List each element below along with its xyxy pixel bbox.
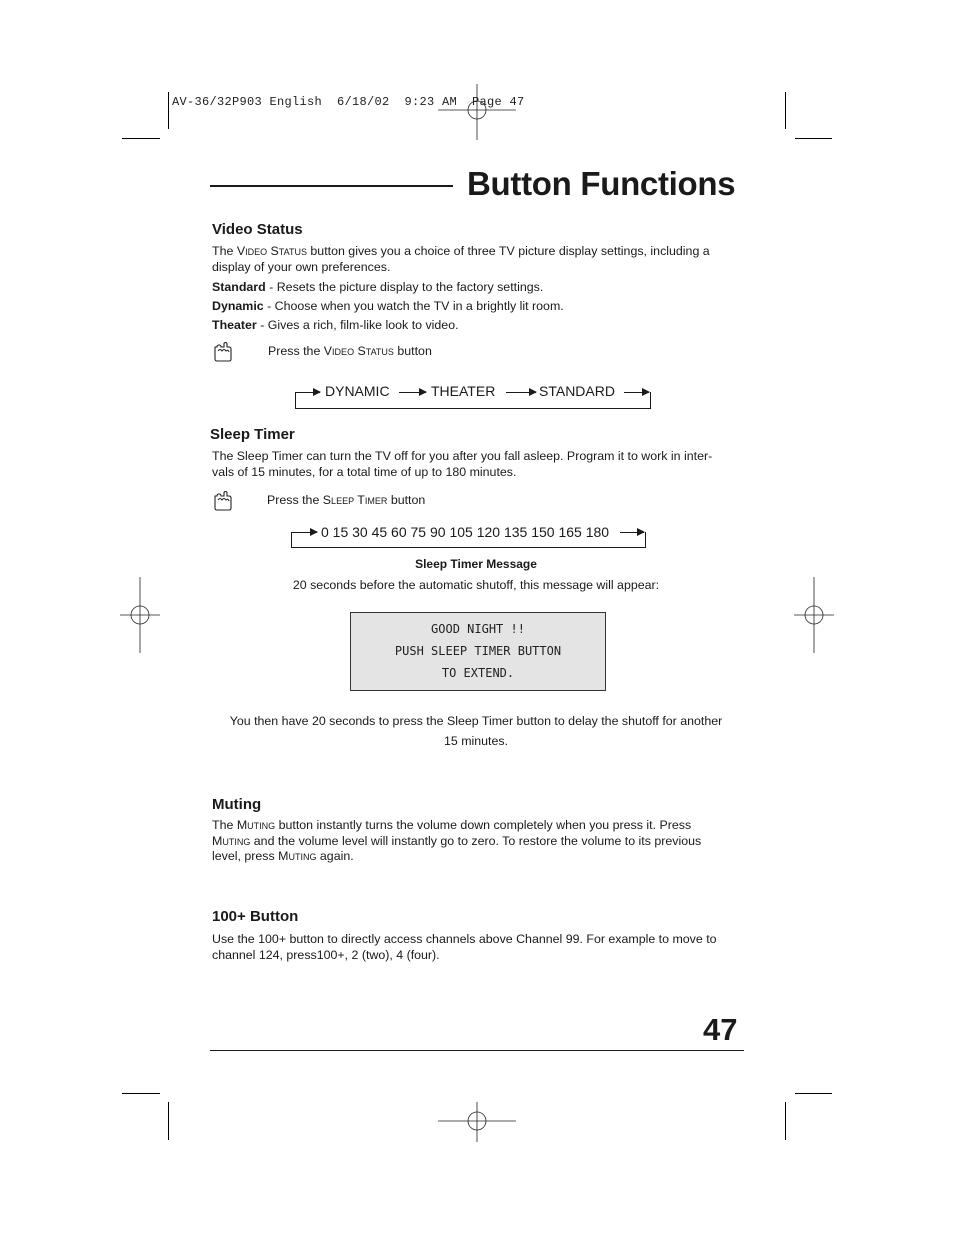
sleep-timer-message-heading: Sleep Timer Message — [415, 557, 537, 571]
crop-mark — [122, 1093, 160, 1094]
arrow-icon — [296, 392, 320, 393]
print-slug: AV-36/32P903 English 6/18/02 9:23 AM Page 47 — [172, 95, 525, 109]
sequence-item: STANDARD — [539, 383, 615, 399]
crop-mark — [168, 1102, 169, 1140]
arrow-icon — [292, 532, 317, 533]
crop-mark — [122, 138, 160, 139]
intro-text: The Sleep Timer can turn the TV off for you after you fall asleep. Program it to work in inter- — [212, 449, 713, 463]
option-name: Dynamic — [212, 299, 264, 313]
body-text: Use the 100+ button to directly access channels above Channel 99. For example to move to — [212, 932, 717, 946]
sequence-values: 0 15 30 45 60 75 90 105 120 135 150 165 180 — [321, 524, 610, 540]
option-name: Standard — [212, 280, 266, 294]
body-text: button instantly turns the volume down completely when you press it. Press — [278, 818, 692, 832]
title-rule — [210, 185, 453, 187]
button-name: Sleep Timer — [322, 493, 388, 507]
message-line: GOOD NIGHT !! — [431, 622, 525, 636]
message-line: TO EXTEND. — [441, 666, 515, 680]
sleep-timer-heading: Sleep Timer — [210, 426, 295, 443]
sleep-timer-intro — [212, 449, 732, 480]
arrow-icon — [624, 392, 649, 393]
body-text: The — [212, 818, 234, 832]
crop-mark — [795, 1093, 832, 1094]
sleep-timer-after-text: You then have 20 seconds to press the Sleep Timer button to delay the shutoff for another — [229, 714, 723, 728]
press-video-status — [268, 344, 788, 360]
intro-text: The — [212, 244, 234, 258]
intro-text: vals of 15 minutes, for a total time of up to 180 minutes. — [212, 464, 517, 479]
page-title: Button Functions — [467, 165, 736, 202]
footer-rule — [210, 1050, 744, 1051]
pointing-hand-icon — [212, 489, 234, 511]
arrow-icon — [620, 532, 644, 533]
body-text: level, press — [212, 849, 275, 863]
registration-mark-icon — [120, 577, 160, 653]
button-name: Muting — [212, 833, 251, 848]
option-dynamic — [212, 299, 732, 315]
registration-mark-icon — [794, 577, 834, 653]
option-name: Theater — [212, 318, 257, 332]
registration-mark-icon — [438, 84, 516, 140]
button-name: Video Status — [236, 244, 307, 258]
button-name: Muting — [236, 818, 276, 832]
option-desc: - Choose when you watch the TV in a brightly lit room. — [267, 299, 564, 313]
button-name: Video Status — [323, 344, 394, 358]
sequence-item: THEATER — [431, 383, 496, 399]
crop-mark — [795, 138, 832, 139]
press-sleep-timer — [267, 493, 787, 509]
body-text: channel 124, press100+, 2 (two), 4 (four). — [212, 947, 440, 962]
option-desc: - Gives a rich, film-like look to video. — [260, 318, 459, 332]
press-text: button — [390, 493, 426, 507]
button-name: Muting — [278, 849, 317, 863]
arrow-icon — [399, 392, 426, 393]
hundred-plus-heading: 100+ Button — [212, 908, 299, 925]
press-text: Press the — [267, 493, 320, 507]
intro-text: button gives you a choice of three TV picture display settings, including a — [310, 244, 710, 258]
pointing-hand-icon — [212, 340, 234, 362]
press-text: button — [397, 344, 432, 358]
muting-heading: Muting — [212, 796, 262, 813]
crop-mark — [785, 92, 786, 129]
press-text: Press the — [268, 344, 321, 358]
message-line: PUSH SLEEP TIMER BUTTON — [394, 644, 562, 658]
option-standard — [212, 280, 732, 296]
page-number: 47 — [703, 1012, 738, 1047]
hundred-plus-paragraph — [212, 932, 732, 963]
crop-mark — [168, 92, 169, 129]
sequence-item: DYNAMIC — [325, 383, 390, 399]
option-desc: - Resets the picture display to the factory settings. — [269, 280, 544, 294]
crop-mark — [785, 1102, 786, 1140]
arrow-icon — [506, 392, 536, 393]
intro-text: display of your own preferences. — [212, 259, 391, 274]
body-text: again. — [319, 849, 354, 863]
sleep-timer-after-text: 15 minutes. — [443, 734, 509, 748]
option-theater — [212, 318, 732, 334]
muting-paragraph — [212, 818, 732, 865]
video-status-intro — [212, 244, 732, 275]
video-status-heading: Video Status — [212, 221, 303, 238]
registration-mark-icon — [438, 1102, 516, 1142]
body-text: and the volume level will instantly go to zero. To restore the volume to its previous — [253, 833, 702, 848]
on-screen-message-box — [350, 612, 606, 691]
sleep-timer-message-intro: 20 seconds before the automatic shutoff, this message will appear: — [292, 578, 660, 592]
